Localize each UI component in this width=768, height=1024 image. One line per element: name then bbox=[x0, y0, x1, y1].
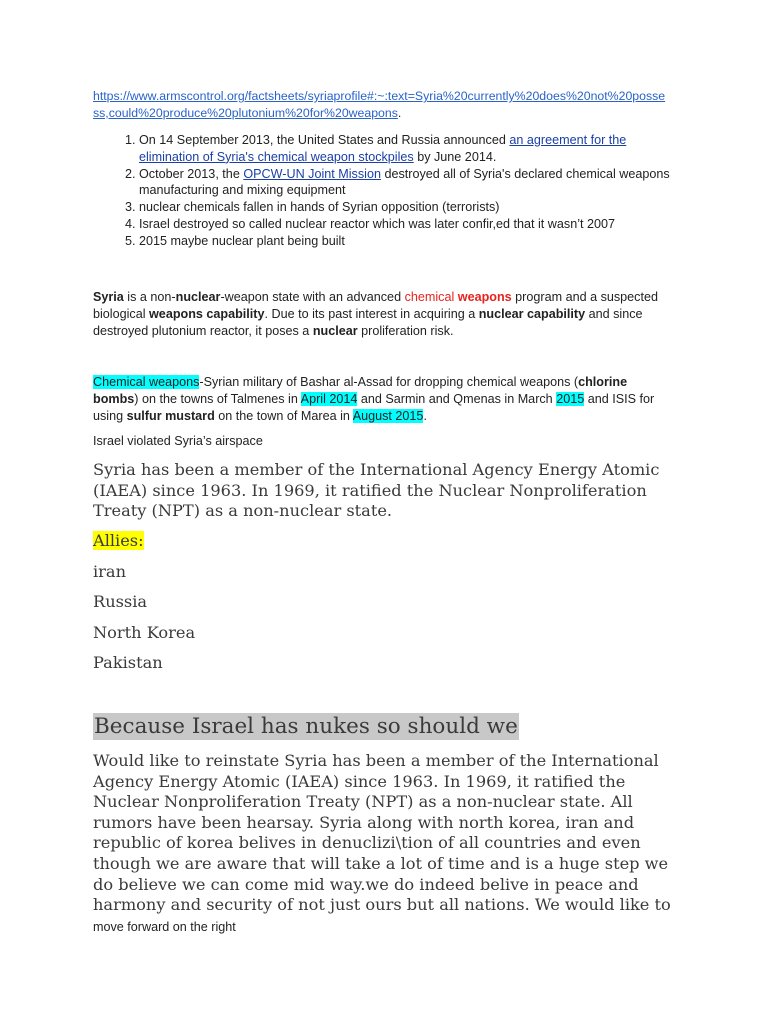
highlight: April 2014 bbox=[300, 391, 358, 406]
ally-item: Russia bbox=[93, 592, 148, 611]
source-url-line bbox=[93, 88, 668, 122]
highlight: Allies: bbox=[93, 531, 144, 550]
opcw-link[interactable]: OPCW-UN Joint Mission bbox=[243, 166, 381, 181]
closing-paragraph: Would like to reinstate Syria has been a member of the International Agency Energy Atomic (IAEA) since 1963. In 1969, it ratified the Nuclear Nonproliferation Treaty (NPT) as a non-nuclear state. All rumors have been hearsay. Syria along with north korea, iran and republic of korea belives in denuclizi\tion of all countries and even though we are aware that will take a lot of time and is a huge step we do believe we can come mid way.we do indeed belive in peace and harmony and security of not just ours but all nations. We would like to move forward on the right bbox=[93, 751, 671, 934]
agreement-link[interactable]: an agreement for the elimination of Syria's chemical weapon stockpiles bbox=[139, 133, 627, 164]
list-item: 2. October 2013, the OPCW-UN Joint Mission destroyed all of Syria's declared chemical weapons manufacturing and mixing equipment bbox=[139, 166, 679, 200]
chemical-weapons-paragraph: Chemical weapons-Syrian military of Bashar al-Assad for dropping chemical weapons (chlorine bombs) on the towns of Talmenes in April 2014 and Sarmin and Qmenas in March 2015 and ISIS for using sulfur mustard on the town of Marea in August 2015. bbox=[93, 375, 655, 423]
list-item: 3. nuclear chemicals fallen in hands of Syrian opposition (terrorists) bbox=[139, 199, 679, 216]
source-url-link[interactable]: https://www.armscontrol.org/factsheets/syriaprofile#:~:text=Syria%20currently%20does%20not%20possess,could%20produce%20plutonium%20for%20weapons bbox=[93, 89, 666, 120]
airspace-paragraph: Israel violated Syria’s airspace bbox=[93, 434, 263, 448]
highlight: August 2015 bbox=[352, 408, 424, 423]
ally-item: North Korea bbox=[93, 623, 196, 642]
allies-label bbox=[93, 531, 144, 551]
section-heading: Because Israel has nukes so should we bbox=[94, 714, 518, 739]
highlight: 2015 bbox=[556, 391, 585, 406]
list-item: 5. 2015 maybe nuclear plant being built bbox=[139, 233, 679, 250]
list-item: 1. On 14 September 2013, the United States and Russia announced an agreement for the elimination of Syria's chemical weapon stockpiles by June 2014. bbox=[139, 132, 679, 166]
list-item: 4. Israel destroyed so called nuclear reactor which was later confir,ed that it wasn’t 2007 bbox=[139, 216, 679, 233]
source-url-trail: . bbox=[397, 106, 402, 120]
events-list bbox=[93, 132, 679, 250]
highlight: Chemical weapons bbox=[93, 375, 200, 389]
ally-item: Pakistan bbox=[93, 653, 163, 672]
nuclear-status-paragraph: Syria is a non-nuclear-weapon state with an advanced chemical weapons program and a suspected biological weapons capability. Due to its past interest in acquiring a nuclear capability and since destroyed plutonium reactor, it poses a nuclear proliferation risk. bbox=[93, 290, 658, 338]
ally-item: iran bbox=[93, 562, 126, 581]
iaea-paragraph: Syria has been a member of the International Agency Energy Atomic (IAEA) since 1963. In 1969, it ratified the Nuclear Nonproliferation Treaty (NPT) as a non-nuclear state. bbox=[93, 460, 660, 520]
